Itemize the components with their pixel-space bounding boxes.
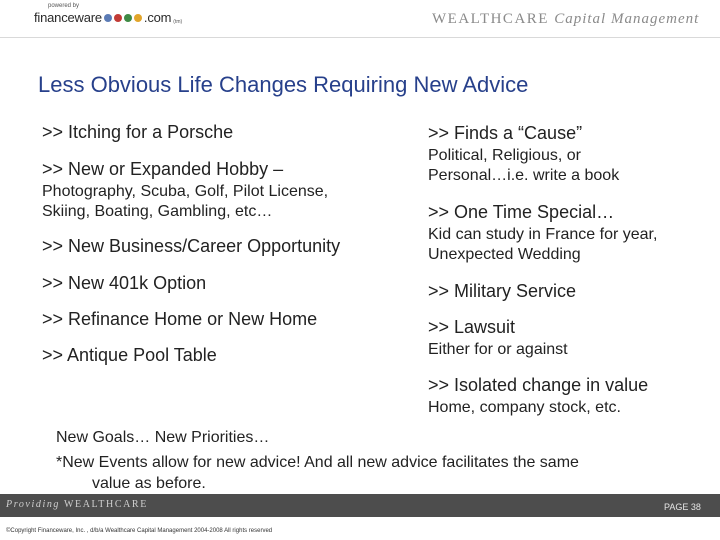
bottom-line-goals: New Goals… New Priorities… (56, 429, 270, 446)
page-number: PAGE 38 (664, 502, 701, 512)
logo-dot (134, 14, 142, 22)
right-item-military: >> Military Service (428, 281, 577, 301)
right-item-cause-detail-1: Political, Religious, or (428, 147, 581, 164)
page-title: Less Obvious Life Changes Requiring New Advice (38, 72, 529, 97)
logo-dot (124, 14, 132, 22)
logo-dot (114, 14, 122, 22)
footer-tagline (6, 499, 148, 510)
header-divider (0, 37, 720, 38)
brand-subtitle: Capital Management (554, 11, 700, 27)
right-item-lawsuit: >> Lawsuit (428, 317, 516, 337)
copyright-notice: ©Copyright Financeware, Inc. , d/b/a Wealthcare Capital Management 2004-2008 All rights reserved (6, 528, 273, 534)
right-item-one-time-detail-1: Kid can study in France for year, (428, 226, 658, 243)
left-item-401k: >> New 401k Option (42, 273, 207, 293)
wealthcare-brand (432, 11, 699, 28)
left-item-porsche: >> Itching for a Porsche (42, 122, 234, 142)
left-item-hobby: >> New or Expanded Hobby – (42, 159, 284, 179)
financeware-logo (34, 10, 182, 25)
footer-wealthcare: WEALTHCARE (63, 499, 148, 510)
left-item-refinance: >> Refinance Home or New Home (42, 309, 318, 329)
left-item-business: >> New Business/Career Opportunity (42, 236, 341, 256)
footer-providing: Providing (6, 499, 61, 510)
logo-powered-by: powered by (48, 3, 80, 9)
right-item-lawsuit-detail: Either for or against (428, 341, 568, 358)
left-item-pool-table: >> Antique Pool Table (42, 345, 217, 365)
brand-name: WEALTHCARE (432, 11, 549, 27)
right-item-cause-detail-2: Personal…i.e. write a book (428, 167, 620, 184)
right-item-cause: >> Finds a “Cause” (428, 123, 583, 143)
right-item-isolated-change-detail: Home, company stock, etc. (428, 399, 621, 416)
right-item-one-time: >> One Time Special… (428, 202, 615, 222)
right-item-one-time-detail-2: Unexpected Wedding (428, 246, 581, 263)
bottom-line-new-events: *New Events allow for new advice! And all new advice facilitates the same (56, 454, 579, 471)
left-item-hobby-detail-2: Skiing, Boating, Gambling, etc… (42, 203, 273, 220)
logo-suffix: .com (143, 10, 172, 25)
right-item-isolated-change: >> Isolated change in value (428, 375, 649, 395)
logo-name: financeware (34, 10, 102, 25)
bottom-line-value: value as before. (92, 475, 206, 492)
logo-dots-icon (104, 14, 142, 22)
logo-dot (104, 14, 112, 22)
left-item-hobby-detail-1: Photography, Scuba, Golf, Pilot License, (42, 183, 329, 200)
logo-tm: (tm) (173, 18, 183, 25)
